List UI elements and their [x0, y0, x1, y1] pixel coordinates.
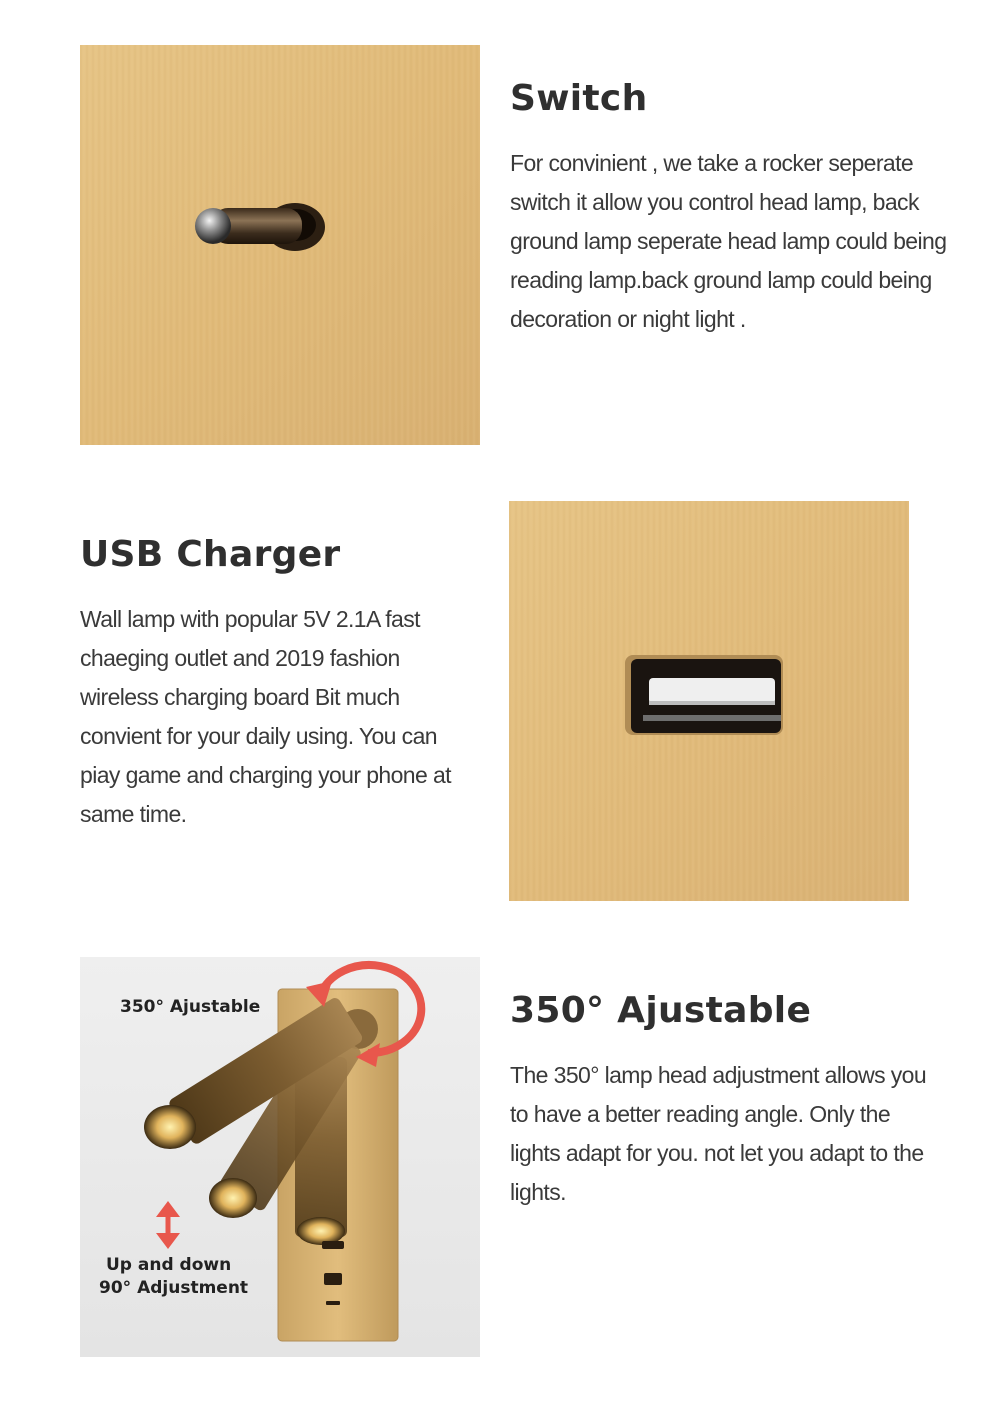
usb-charger-description: Wall lamp with popular 5V 2.1A fast chaeging outlet and 2019 fashion wireless charging board Bit much convient for your daily using. You can piay game and charging your phone at same time. — [80, 606, 451, 827]
usb-port-photo — [509, 501, 909, 901]
lamp-adjustment-photo — [80, 957, 480, 1357]
adjustable-description: The 350° lamp head adjustment allows you to have a better reading angle. Only the lights adapt for you. not let you adapt to the lights. — [510, 1062, 927, 1205]
usb-charger-title: USB Charger — [80, 534, 341, 575]
switch-description: For convinient , we take a rocker seperate switch it allow you control head lamp, back ground lamp seperate head lamp could being reading lamp.back ground lamp could being decoration or night light . — [510, 150, 947, 332]
tilt-label-line1: Up and down — [106, 1255, 232, 1275]
switch-title: Switch — [510, 78, 648, 119]
rotate-label: 350° Ajustable — [120, 997, 261, 1017]
adjustable-title: 350° Ajustable — [510, 990, 812, 1031]
tilt-label-line2: 90° Adjustment — [99, 1278, 249, 1298]
switch-photo — [80, 45, 480, 445]
